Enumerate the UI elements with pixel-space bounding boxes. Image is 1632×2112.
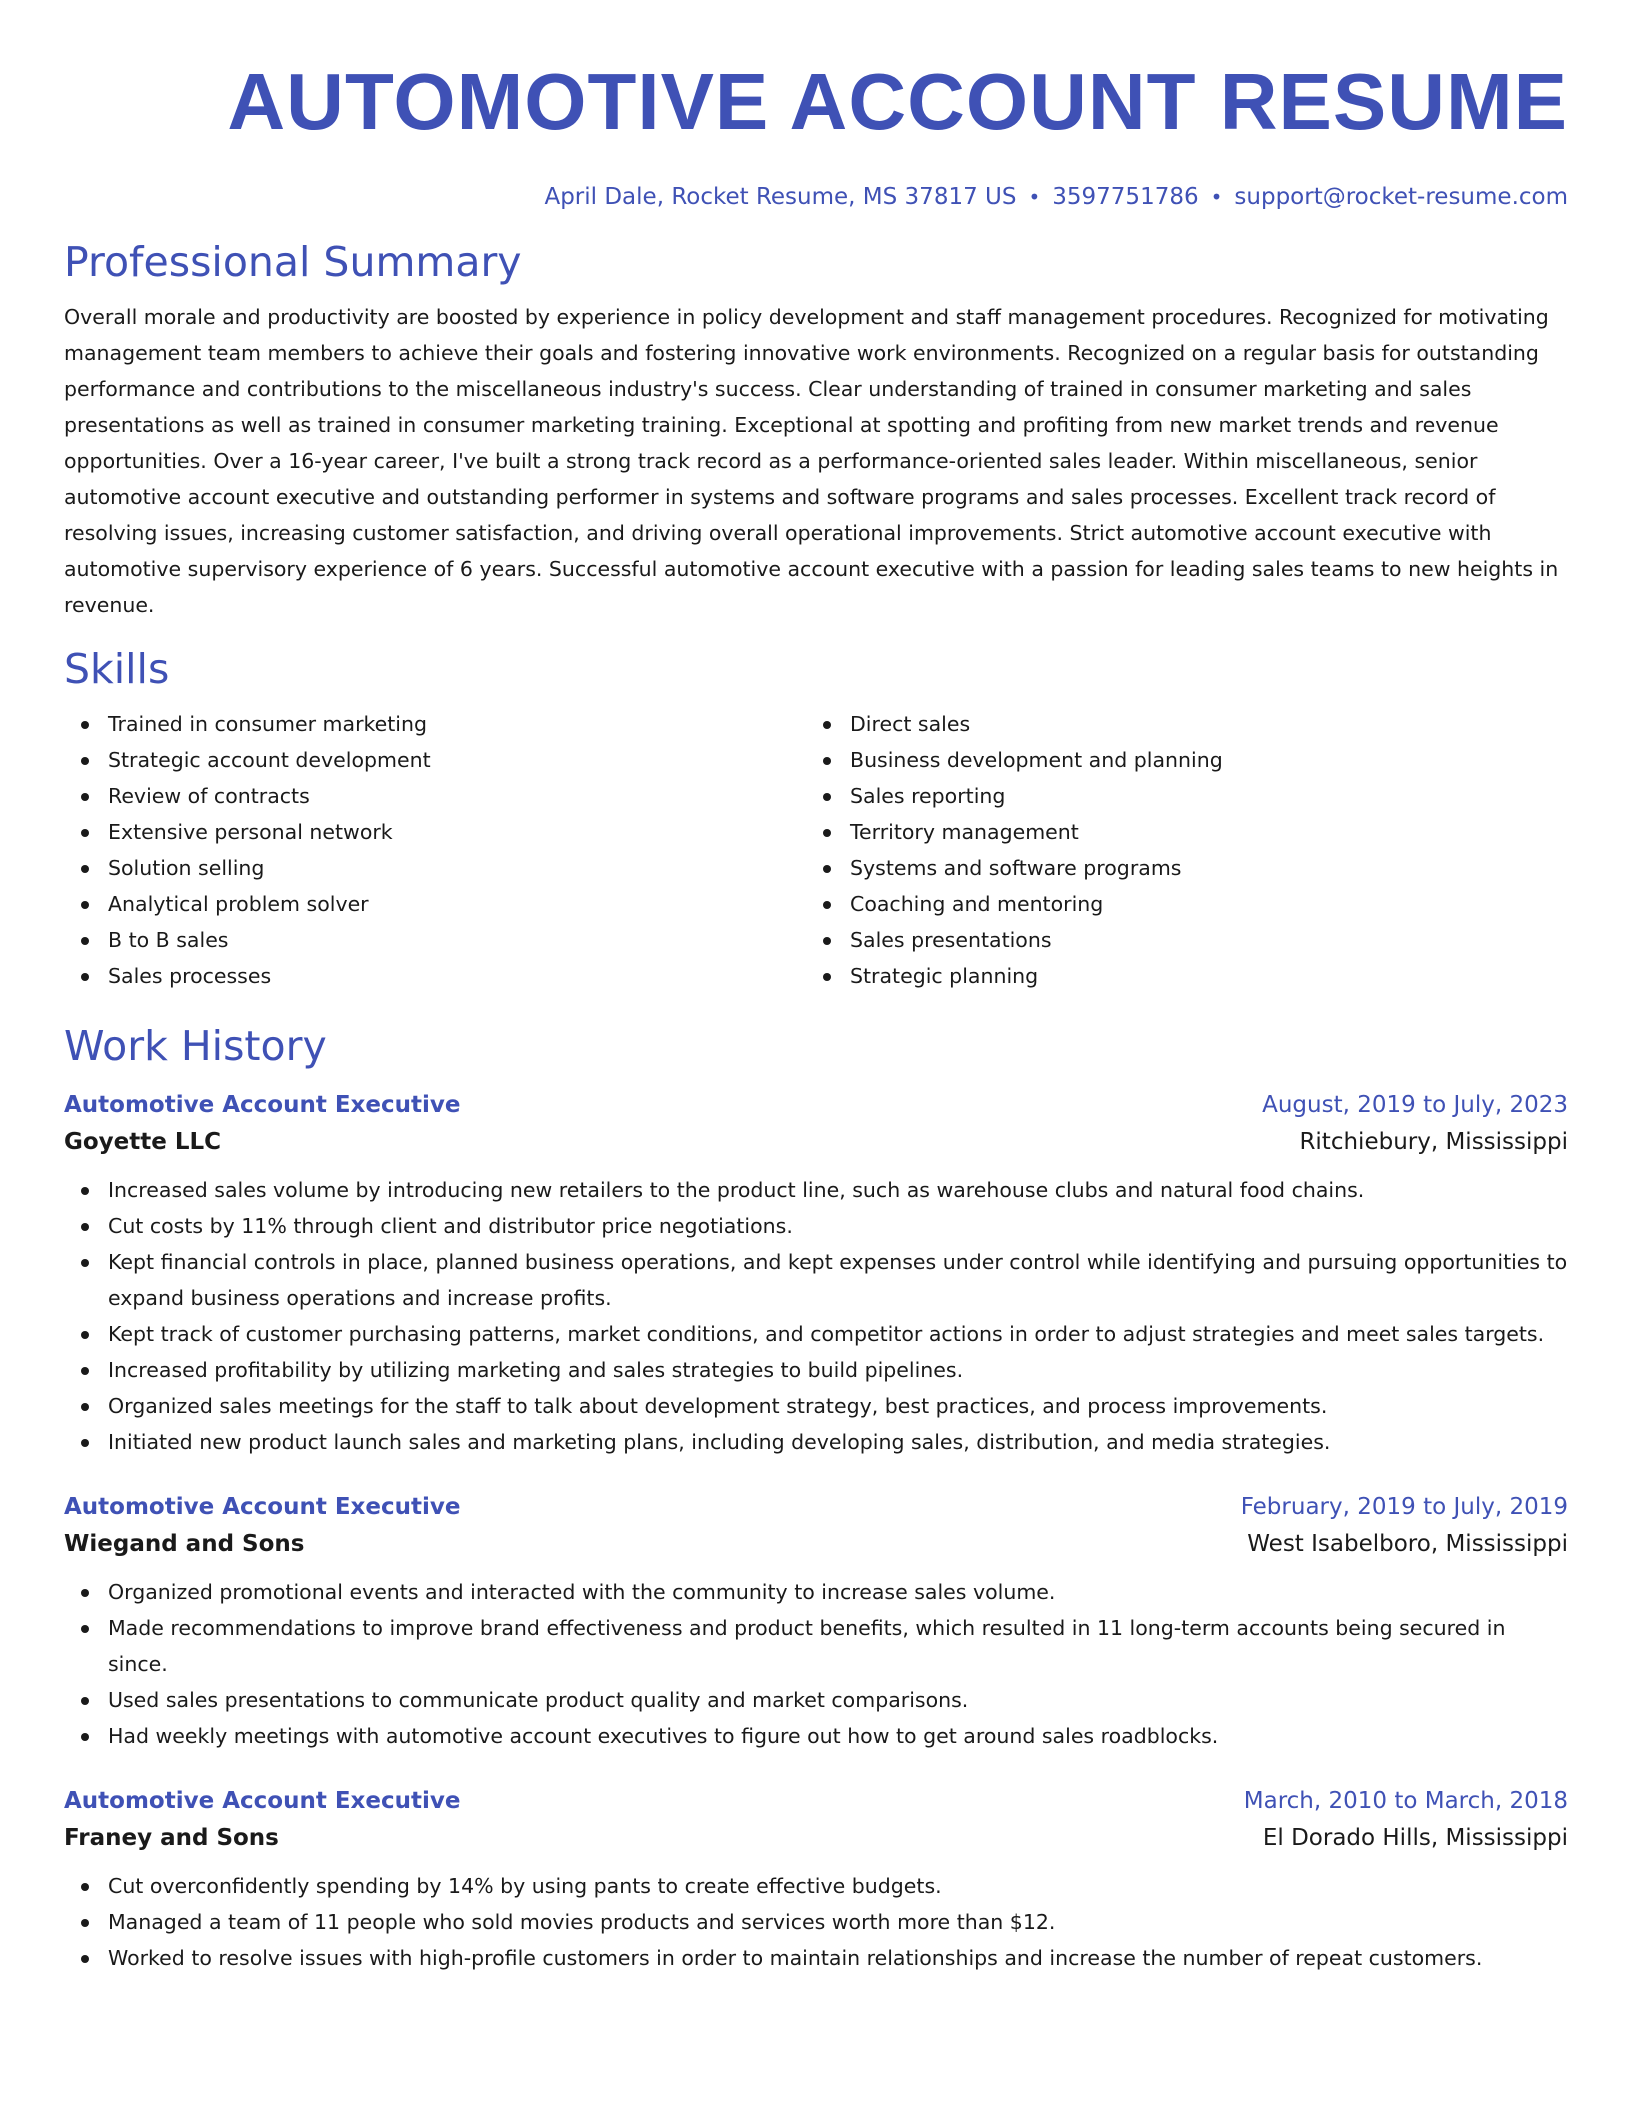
job-company-row xyxy=(64,1122,1568,1162)
skill-item: Strategic planning xyxy=(806,958,1548,994)
job-bullet: Kept financial controls in place, planned business operations, and kept expenses under control while identifying and pursuing opportunities to expand business operations and increase profits. xyxy=(64,1244,1568,1316)
skill-item: Coaching and mentoring xyxy=(806,886,1548,922)
contact-line xyxy=(64,180,1568,214)
job-bullets xyxy=(64,1172,1568,1460)
skill-item: Business development and planning xyxy=(806,742,1548,778)
job-bullets xyxy=(64,1868,1568,1976)
job-header-row xyxy=(64,1088,1568,1122)
resume-page xyxy=(64,0,1568,1976)
contact-email: support@rocket-resume.com xyxy=(1234,184,1568,210)
job-bullet: Increased sales volume by introducing new retailers to the product line, such as warehouse clubs and natural food chains. xyxy=(64,1172,1568,1208)
job-title: Automotive Account Executive xyxy=(64,1787,461,1814)
job-title: Automotive Account Executive xyxy=(64,1091,461,1118)
skill-item: Sales processes xyxy=(64,958,806,994)
summary-text: Overall morale and productivity are boosted by experience in policy development and staff management procedures. Recognized for motivating management team members to achieve their goals and fostering innovative work environments. Recognized on a regular basis for outstanding performance and contributions to the miscellaneous industry's success. Clear understanding of trained in consumer marketing and sales presentations as well as trained in consumer marketing training. Exceptional at spotting and profiting from new market trends and revenue opportunities. Over a 16-year career, I've built a strong track record as a performance-oriented sales leader. Within miscellaneous, senior automotive account executive and outstanding performer in systems and software programs and sales processes. Excellent track record of resolving issues, increasing customer satisfaction, and driving overall operational improvements. Strict automotive account executive with automotive supervisory experience of 6 years. Successful automotive account executive with a passion for leading sales teams to new heights in revenue. xyxy=(64,305,1559,618)
resume-title: AUTOMOTIVE ACCOUNT RESUME xyxy=(227,57,1568,146)
job-bullets xyxy=(64,1574,1568,1754)
job-bullet: Managed a team of 11 people who sold movies products and services worth more than $12. xyxy=(64,1904,1568,1940)
skill-item: B to B sales xyxy=(64,922,806,958)
job-entry xyxy=(64,1088,1568,1460)
skill-item: Systems and software programs xyxy=(806,850,1548,886)
job-dates: February, 2019 to July, 2019 xyxy=(1240,1493,1568,1520)
skill-item: Solution selling xyxy=(64,850,806,886)
job-location: Ritchiebury, Mississippi xyxy=(1299,1128,1568,1155)
job-title: Automotive Account Executive xyxy=(64,1493,461,1520)
job-company: Franey and Sons xyxy=(64,1824,279,1851)
job-bullet: Cut overconfidently spending by 14% by using pants to create effective budgets. xyxy=(64,1868,1568,1904)
skill-item: Analytical problem solver xyxy=(64,886,806,922)
job-dates: March, 2010 to March, 2018 xyxy=(1243,1787,1568,1814)
job-bullet: Initiated new product launch sales and marketing plans, including developing sales, distribution, and media strategies. xyxy=(64,1424,1568,1460)
skills-column-right xyxy=(806,706,1548,994)
job-bullet: Worked to resolve issues with high-profile customers in order to maintain relationships and increase the number of repeat customers. xyxy=(64,1940,1568,1976)
skill-item: Trained in consumer marketing xyxy=(64,706,806,742)
job-company-row xyxy=(64,1818,1568,1858)
summary-heading: Professional Summary xyxy=(64,238,522,286)
skills-list xyxy=(64,706,1568,994)
job-entry xyxy=(64,1784,1568,1976)
job-header-row xyxy=(64,1490,1568,1524)
contact-address: April Dale, Rocket Resume, MS 37817 US xyxy=(544,184,1017,210)
job-location: West Isabelboro, Mississippi xyxy=(1247,1530,1568,1557)
skill-item: Direct sales xyxy=(806,706,1548,742)
job-company-row xyxy=(64,1524,1568,1564)
job-bullet: Used sales presentations to communicate product quality and market comparisons. xyxy=(64,1682,1568,1718)
skills-column-left xyxy=(64,706,806,994)
contact-separator: • xyxy=(1028,185,1041,209)
job-bullet: Organized sales meetings for the staff to talk about development strategy, best practices, and process improvements. xyxy=(64,1388,1568,1424)
skill-item: Sales presentations xyxy=(806,922,1548,958)
contact-separator: • xyxy=(1210,185,1223,209)
job-company: Goyette LLC xyxy=(64,1128,222,1155)
skill-item: Territory management xyxy=(806,814,1548,850)
job-bullet: Had weekly meetings with automotive account executives to figure out how to get around sales roadblocks. xyxy=(64,1718,1568,1754)
job-location: El Dorado Hills, Mississippi xyxy=(1262,1824,1568,1851)
job-header-row xyxy=(64,1784,1568,1818)
job-bullet: Cut costs by 11% through client and distributor price negotiations. xyxy=(64,1208,1568,1244)
skill-item: Sales reporting xyxy=(806,778,1548,814)
skills-heading: Skills xyxy=(64,645,170,694)
work-history-heading: Work History xyxy=(64,1022,327,1071)
job-bullet: Made recommendations to improve brand effectiveness and product benefits, which resulted in 11 long-term accounts being secured in since. xyxy=(64,1610,1568,1682)
job-bullet: Kept track of customer purchasing patterns, market conditions, and competitor actions in order to adjust strategies and meet sales targets. xyxy=(64,1316,1568,1352)
job-bullet: Increased profitability by utilizing marketing and sales strategies to build pipelines. xyxy=(64,1352,1568,1388)
job-entry xyxy=(64,1490,1568,1754)
skill-item: Review of contracts xyxy=(64,778,806,814)
skill-item: Extensive personal network xyxy=(64,814,806,850)
job-bullet: Organized promotional events and interacted with the community to increase sales volume. xyxy=(64,1574,1568,1610)
job-company: Wiegand and Sons xyxy=(64,1530,305,1557)
skill-item: Strategic account development xyxy=(64,742,806,778)
contact-phone: 3597751786 xyxy=(1052,184,1199,210)
job-dates: August, 2019 to July, 2023 xyxy=(1262,1091,1568,1118)
